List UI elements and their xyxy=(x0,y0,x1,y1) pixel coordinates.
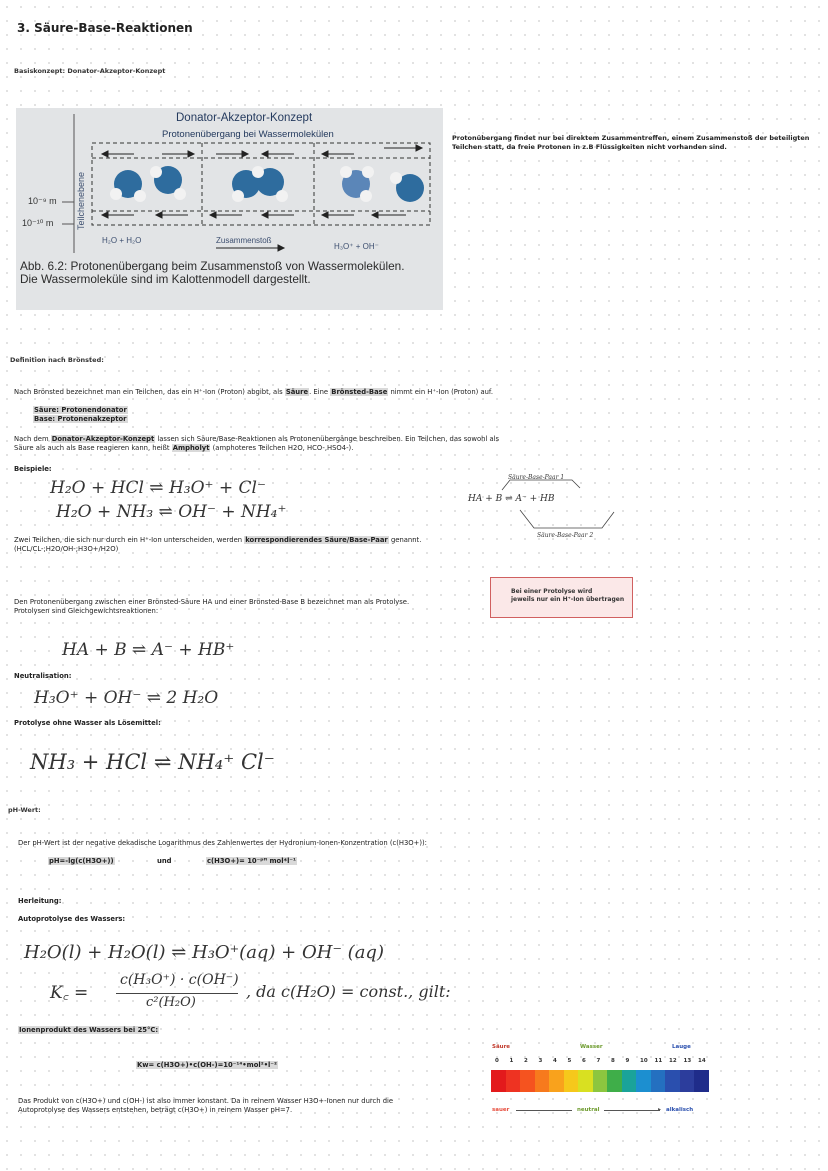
sketch-equation: HA + B ⇌ A⁻ + HB xyxy=(468,494,555,504)
final-line-2: Autoprotolyse des Wassers entstehen, beträgt c(H3O+) in reinem Wasser pH=7. xyxy=(18,1106,293,1114)
ph-color-segment xyxy=(549,1070,564,1092)
ph-number: 2 xyxy=(524,1058,528,1064)
ph-number: 6 xyxy=(582,1058,586,1064)
page-title: 3. Säure-Base-Reaktionen xyxy=(17,21,193,35)
ph-number: 11 xyxy=(654,1058,663,1064)
ph-number: 3 xyxy=(538,1058,543,1064)
final-paragraph xyxy=(18,1097,393,1115)
ph-color-segment xyxy=(636,1070,651,1092)
kw-formula xyxy=(136,1061,278,1070)
sketch-label-bottom: Säure-Base-Paar 2 xyxy=(537,532,594,539)
basis-konzept-label: Basiskonzept: Donator-Akzeptor-Konzept xyxy=(14,67,166,75)
final-line-1: Das Produkt von c(H3O+) und c(OH-) ist also immer konstant. Da in reinem Wasser H3O+-Ionen nur durch die xyxy=(18,1097,394,1105)
ph-color-segment xyxy=(665,1070,680,1092)
dak-text-d: (amphoteres Teilchen H2O, HCO-,HSO4-). xyxy=(210,444,354,452)
ph-color-segment xyxy=(491,1070,506,1092)
callout-line-2: jeweils nur ein H⁺-Ion übertragen xyxy=(511,596,625,603)
handwritten-equation-1: H₂O + HCl ⇌ H₃O⁺ + Cl⁻ xyxy=(50,478,266,498)
ph-scale-lauge-label: Lauge xyxy=(672,1044,691,1050)
fraction-line xyxy=(116,993,238,994)
ph-number: 14 xyxy=(698,1058,706,1064)
handwritten-equation-6: H₂O(l) + H₂O(l) ⇌ H₃O⁺(aq) + OH⁻ (aq) xyxy=(24,942,384,963)
scale-label-1: 10⁻⁹ m xyxy=(28,196,57,206)
figure-label-right: H₃O⁺ + OH⁻ xyxy=(334,242,379,251)
ph-definition: Der pH-Wert ist der negative dekadische Logarithmus des Zahlenwertes der Hydronium-Ionen-Konzentration (c(H3O+)): xyxy=(18,839,427,847)
textbook-figure xyxy=(16,108,443,310)
pair-text-a: Zwei Teilchen, die sich nur durch ein H⁺-Ion unterscheiden, werden xyxy=(14,536,245,544)
handwritten-equation-2: H₂O + NH₃ ⇌ OH⁻ + NH₄⁺ xyxy=(56,502,287,522)
ph-color-segment xyxy=(578,1070,593,1092)
beispiele-label: Beispiele: xyxy=(14,465,52,473)
ph-color-bar xyxy=(491,1070,709,1092)
dak-text-a: Nach dem xyxy=(14,435,51,443)
donator-akzeptor-paragraph xyxy=(14,435,554,453)
figure-label-mid: Zusammenstoß xyxy=(216,236,272,245)
dak-text-b: lassen sich Säure/Base-Reaktionen als Protonenübergänge beschreiben. Ein Teilchen, das sowohl als xyxy=(155,435,500,443)
ph-formula xyxy=(48,857,115,866)
herleitung-heading: Herleitung: xyxy=(18,897,62,905)
korrespondierendes-paar-paragraph xyxy=(14,536,534,554)
ph-number: 7 xyxy=(596,1058,601,1064)
ph-color-segment xyxy=(607,1070,622,1092)
handwritten-equation-3: HA + B ⇌ A⁻ + HB⁺ xyxy=(62,640,235,660)
ionenprodukt-text: Ionenprodukt des Wassers bei 25°C: xyxy=(19,1026,159,1034)
kc-right: , da c(H₂O) = const., gilt: xyxy=(246,982,451,1001)
ph-number: 10 xyxy=(640,1058,648,1064)
ph-formula-text: pH=-lg(c(H3O+)) xyxy=(49,857,114,865)
arrow-head-icon: ▸ xyxy=(658,1106,662,1113)
ph-scale-sauer: sauer xyxy=(492,1107,510,1113)
kc-left: K꜀ = xyxy=(50,983,89,1003)
figure-label-left: H₂O + H₂O xyxy=(102,236,142,245)
autoprotolyse-heading: Autoprotolyse des Wassers: xyxy=(18,915,126,923)
arrow-line-right xyxy=(604,1110,660,1111)
ph-number: 13 xyxy=(683,1058,692,1064)
def-text-c: nimmt ein H⁺-Ion (Proton) auf. xyxy=(388,388,493,396)
ph-number: 4 xyxy=(553,1058,557,1064)
base-definition: Base: Protonenakzeptor xyxy=(34,415,127,423)
ph-color-segment xyxy=(651,1070,666,1092)
kw-formula-text: Kw= c(H3O+)•c(OH-)=10⁻¹⁴•mol²•l⁻² xyxy=(137,1061,277,1069)
ph-number: 0 xyxy=(495,1058,499,1064)
sketch-label-top: Säure-Base-Paar 1 xyxy=(508,474,565,481)
figure-caption xyxy=(20,260,404,286)
protolyse-paragraph xyxy=(14,598,409,616)
ph-number: 8 xyxy=(611,1058,615,1064)
ph-color-segment xyxy=(535,1070,550,1092)
scale-label-2: 10⁻¹⁰ m xyxy=(22,218,54,228)
ph-number: 1 xyxy=(509,1058,514,1064)
ionenprodukt-heading xyxy=(18,1026,159,1035)
def-text-b: . Eine xyxy=(309,388,331,396)
dak-highlight: Donator-Akzeptor-Konzept xyxy=(51,435,155,443)
ph-heading: pH-Wert: xyxy=(8,806,41,814)
ph-color-segment xyxy=(622,1070,637,1092)
kc-denominator: c²(H₂O) xyxy=(146,995,196,1010)
def-highlight-saeure: Säure xyxy=(285,388,309,396)
ph-color-segment xyxy=(593,1070,608,1092)
ph-color-segment xyxy=(564,1070,579,1092)
ph-formula-2 xyxy=(206,857,297,866)
callout-line-1: Bei einer Protolyse wird xyxy=(511,588,593,595)
ph-scale-neutral: neutral xyxy=(577,1107,600,1113)
handwritten-equation-5: NH₃ + HCl ⇌ NH₄⁺ Cl⁻ xyxy=(30,750,275,774)
caption-line-1: Abb. 6.2: Protonenübergang beim Zusammenstoß von Wassermolekülen. xyxy=(20,259,405,273)
figure-subtitle: Protonenübergang bei Wassermolekülen xyxy=(162,129,334,140)
kc-numerator: c(H₃O⁺) · c(OH⁻) xyxy=(120,972,239,988)
ph-scale-alkalisch: alkalisch xyxy=(666,1107,694,1113)
pair-examples: (HCL/CL-;H2O/OH-;H3O+/H2O) xyxy=(14,545,119,553)
ph-scale xyxy=(490,1040,706,1120)
ph-color-segment xyxy=(520,1070,535,1092)
ph-scale-numbers xyxy=(490,1058,708,1066)
ampholyt-highlight: Ampholyt xyxy=(172,444,210,452)
def-highlight-base: Brönsted-Base xyxy=(331,388,388,396)
pair-highlight: korrespondierendes Säure/Base-Paar xyxy=(245,536,388,544)
ph-scale-wasser-label: Wasser xyxy=(580,1044,603,1050)
figure-axis-label: Teilchenebene xyxy=(76,171,86,230)
ph-und: und xyxy=(157,857,172,865)
ph-formula-2-text: c(H3O+)= 10⁻ᵖᴴ mol*l⁻¹ xyxy=(207,857,296,865)
neutralisation-heading: Neutralisation: xyxy=(14,672,72,680)
ph-color-segment xyxy=(506,1070,521,1092)
ph-number: 5 xyxy=(567,1058,572,1064)
protolyse-line-1: Den Protonenübergang zwischen einer Brönsted-Säure HA und einer Brönsted-Base B bezeichnet man als Protolyse. xyxy=(14,598,410,606)
saeure-definition: Säure: Protonendonator xyxy=(34,406,127,414)
ohne-wasser-heading: Protolyse ohne Wasser als Lösemittel: xyxy=(14,719,161,727)
protolyse-line-2: Protolysen sind Gleichgewichtsreaktionen: xyxy=(14,607,159,615)
caption-line-2: Die Wassermoleküle sind im Kalottenmodell dargestellt. xyxy=(20,272,311,286)
ph-color-segment xyxy=(694,1070,709,1092)
ph-scale-saeure-label: Säure xyxy=(492,1044,511,1050)
ph-number: 9 xyxy=(625,1058,630,1064)
pair-text-b: genannt. xyxy=(388,536,422,544)
side-note xyxy=(452,134,809,152)
side-note-line-2: Teilchen statt, da freie Protonen in z.B Flüssigkeiten nicht vorhanden sind. xyxy=(452,143,727,151)
ph-color-segment xyxy=(680,1070,695,1092)
arrow-line-left xyxy=(516,1110,572,1111)
side-note-line-1: Protonübergang findet nur bei direktem Zusammentreffen, einem Zusammenstoß der beteiligten xyxy=(452,134,810,142)
def-text-a: Nach Brönsted bezeichnet man ein Teilchen, das ein H⁺-Ion (Proton) abgibt, als xyxy=(14,388,285,396)
figure-title: Donator-Akzeptor-Konzept xyxy=(176,112,313,124)
bronsted-definition xyxy=(14,388,493,397)
protolyse-callout xyxy=(490,577,633,618)
dak-text-c: Säure als auch als Base reagieren kann, heißt xyxy=(14,444,172,452)
ph-number: 12 xyxy=(669,1058,677,1064)
definition-heading: Definition nach Brönsted: xyxy=(10,356,104,364)
acid-base-definitions xyxy=(33,406,128,424)
handwritten-equation-4: H₃O⁺ + OH⁻ ⇌ 2 H₂O xyxy=(34,688,219,708)
